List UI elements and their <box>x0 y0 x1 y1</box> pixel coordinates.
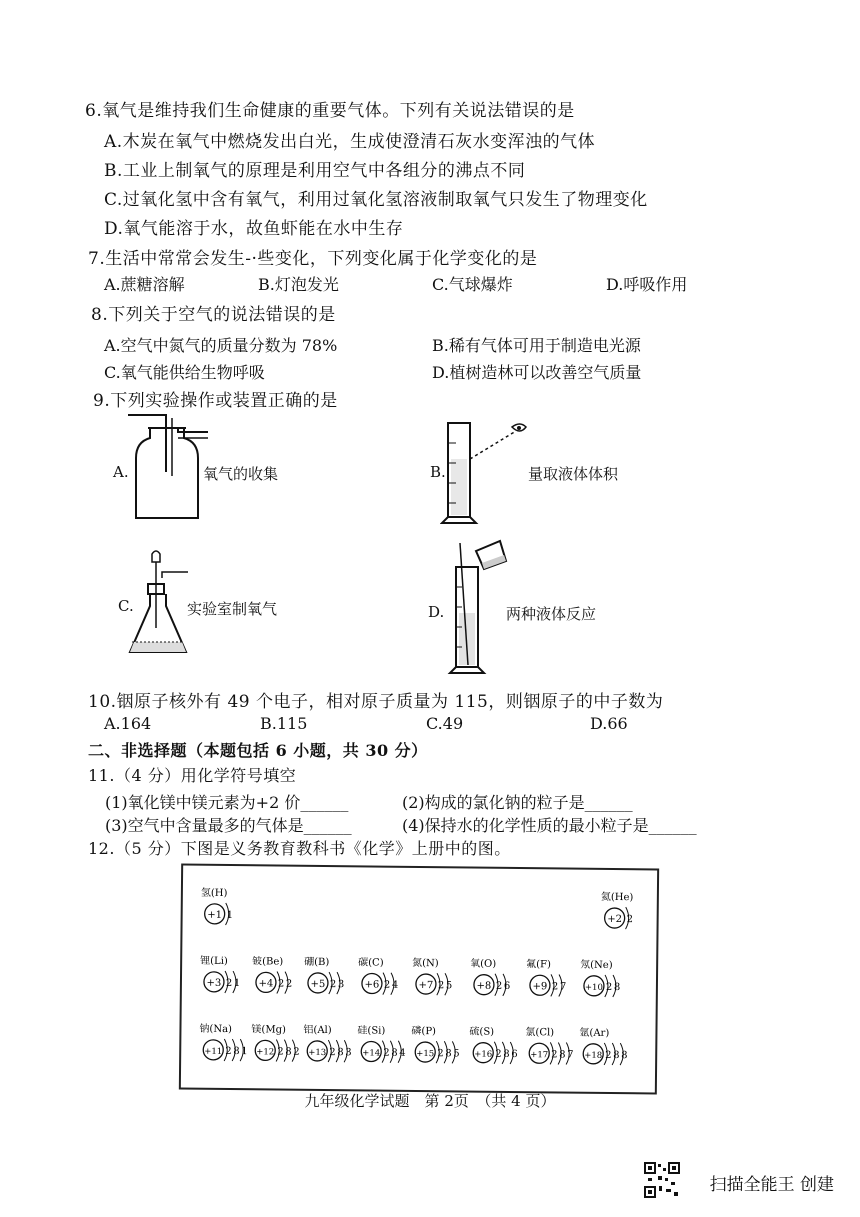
shell-electron-count: 2 <box>383 1047 390 1059</box>
atom-diagram <box>411 1024 460 1064</box>
shell-electron-count: 2 <box>495 1048 502 1060</box>
atom-diagram <box>199 1022 248 1062</box>
q9-b-letter: B. <box>430 463 446 481</box>
q7-option-b: B.灯泡发光 <box>258 275 339 294</box>
shell-electron-count: 6 <box>511 1048 518 1061</box>
shell-electron-count: 3 <box>345 1047 352 1059</box>
shell-electron-count: 8 <box>233 1046 240 1058</box>
shell-electron-count: 2 <box>225 977 233 990</box>
q7-option-c: C.气球爆炸 <box>432 275 513 294</box>
atom-diagram <box>251 1022 300 1062</box>
shell-electron-count: 8 <box>613 982 621 994</box>
q7-stem: 7.生活中常常会发生-·些变化，下列变化属于化学变化的是 <box>88 249 538 269</box>
nucleus-charge: +11 <box>204 1046 223 1057</box>
shell-electron-count: 2 <box>285 978 293 990</box>
q6-option-a: A.木炭在氧气中燃烧发出白光，生成使澄清石灰水变浑浊的气体 <box>104 132 596 152</box>
atom-name: 氧(O) <box>470 958 497 970</box>
q9-stem: 9.下列实验操作或装置正确的是 <box>93 391 338 411</box>
nucleus-charge: +6 <box>364 979 380 991</box>
shell-electron-count: 5 <box>445 980 453 992</box>
atom-diagram <box>525 1025 574 1065</box>
atom-diagram <box>304 956 345 994</box>
q8-option-b: B.稀有气体可用于制造电光源 <box>432 336 641 355</box>
shell-electron-count: 8 <box>445 1048 452 1060</box>
q11-part-3: (3)空气中含量最多的气体是______ <box>105 816 352 835</box>
q9-c-letter: C. <box>118 597 134 615</box>
atom-name: 氖(Ne) <box>580 959 613 972</box>
q6-option-c: C.过氧化氢中含有氧气，利用过氧化氢溶液制取氧气只发生了物理变化 <box>104 190 648 210</box>
graduated-cylinder-reading-figure <box>440 413 540 525</box>
q8-option-a: A.空气中氮气的质量分数为 78% <box>104 336 338 355</box>
shell-electron-count: 4 <box>391 979 399 991</box>
atom-name: 氯(Cl) <box>525 1027 555 1039</box>
qr-code-icon <box>644 1162 680 1198</box>
shell-electron-count: 8 <box>503 1048 510 1060</box>
nucleus-charge: +3 <box>206 977 222 989</box>
q11-part-2: (2)构成的氯化钠的粒子是______ <box>402 793 633 812</box>
nucleus-charge: +15 <box>416 1048 435 1060</box>
shell-electron-count: 8 <box>621 1050 628 1062</box>
nucleus-charge: +14 <box>362 1048 381 1059</box>
atom-diagrams <box>181 866 657 1093</box>
flask-oxygen-generator-figure <box>126 548 196 663</box>
shell-electron-count: 4 <box>399 1047 406 1059</box>
shell-electron-count: 8 <box>559 1049 566 1061</box>
section-heading: 二、非选择题（本题包括 6 小题，共 30 分） <box>88 741 428 760</box>
two-liquids-reaction-figure <box>442 537 512 677</box>
q10-stem: 10.铟原子核外有 49 个电子，相对原子质量为 115，则铟原子的中子数为 <box>88 692 664 712</box>
shell-electron-count: 3 <box>337 979 345 991</box>
atom-diagram <box>579 1026 628 1066</box>
atom-name: 锂(Li) <box>200 955 228 967</box>
q10-option-c: C.49 <box>426 714 464 733</box>
atom-diagram <box>200 954 241 993</box>
q6-option-b: B.工业上制氧气的原理是利用空气中各组分的沸点不同 <box>104 161 526 181</box>
shell-electron-count: 8 <box>613 1050 620 1062</box>
shell-electron-count: 5 <box>453 1048 460 1060</box>
atom-diagram <box>469 1025 518 1065</box>
nucleus-charge: +1 <box>207 909 223 921</box>
q9-a-label: 氧气的收集 <box>203 465 279 483</box>
scanner-brand-text: 扫描全能王 创建 <box>709 1175 834 1195</box>
atom-name: 铍(Be) <box>252 956 284 968</box>
q7-option-d: D.呼吸作用 <box>606 275 688 294</box>
atom-name: 氩(Ar) <box>579 1027 610 1039</box>
q8-option-c: C.氧气能供给生物呼吸 <box>104 363 265 382</box>
atom-name: 钠(Na) <box>199 1023 233 1036</box>
shell-electron-count: 2 <box>495 980 503 992</box>
nucleus-charge: +18 <box>584 1050 603 1061</box>
atom-diagram <box>201 886 234 925</box>
shell-electron-count: 2 <box>383 979 391 991</box>
shell-electron-count: 2 <box>329 979 337 991</box>
atom-diagram <box>412 956 453 995</box>
atom-diagram <box>470 957 511 996</box>
atom-name: 氟(F) <box>526 959 551 971</box>
shell-electron-count: 2 <box>437 1048 444 1060</box>
shell-electron-count: 2 <box>626 914 634 926</box>
shell-electron-count: 6 <box>503 980 511 992</box>
atom-diagram <box>580 958 621 997</box>
atom-diagram <box>526 957 567 996</box>
nucleus-charge: +4 <box>258 978 274 990</box>
atomic-structure-figure <box>179 864 659 1095</box>
shell-electron-count: 2 <box>277 1046 284 1058</box>
atom-diagram <box>358 955 399 994</box>
q12-stem: 12.（5 分）下图是义务教育教科书《化学》上册中的图。 <box>88 839 511 858</box>
q8-stem: 8.下列关于空气的说法错误的是 <box>91 305 336 325</box>
gas-collection-bottle-figure <box>128 410 208 525</box>
atom-name: 硅(Si) <box>357 1025 386 1037</box>
shell-electron-count: 2 <box>277 978 285 990</box>
q11-part-1: (1)氧化镁中镁元素为+2 价______ <box>105 793 349 812</box>
atom-name: 硫(S) <box>469 1026 495 1038</box>
shell-electron-count: 2 <box>551 981 559 993</box>
shell-electron-count: 7 <box>567 1049 574 1061</box>
q11-stem: 11.（4 分）用化学符号填空 <box>88 766 297 785</box>
q8-option-d: D.植树造林可以改善空气质量 <box>432 363 642 382</box>
atom-name: 磷(P) <box>411 1025 437 1038</box>
shell-electron-count: 2 <box>329 1047 336 1059</box>
q10-option-a: A.164 <box>104 714 152 733</box>
q6-stem: 6.氧气是维持我们生命健康的重要气体。下列有关说法错误的是 <box>85 101 575 121</box>
q9-c-label: 实验室制氧气 <box>187 600 278 618</box>
atom-name: 硼(B) <box>304 956 330 969</box>
nucleus-charge: +10 <box>584 982 603 993</box>
nucleus-charge: +16 <box>474 1049 493 1060</box>
q9-d-label: 两种液体反应 <box>506 605 597 623</box>
atom-name: 氢(H) <box>200 887 228 899</box>
page-footer: 九年级化学试题 第 2页 （共 4 页） <box>304 1092 556 1110</box>
shell-electron-count: 2 <box>293 1046 300 1058</box>
atom-name: 铝(Al) <box>303 1024 332 1037</box>
nucleus-charge: +9 <box>532 981 548 993</box>
nucleus-charge: +5 <box>310 978 326 991</box>
shell-electron-count: 2 <box>551 1049 558 1061</box>
atom-diagram <box>252 954 293 993</box>
atom-diagram <box>303 1024 352 1063</box>
shell-electron-count: 2 <box>605 981 613 994</box>
atom-name: 氮(N) <box>412 957 439 970</box>
nucleus-charge: +17 <box>530 1050 549 1061</box>
shell-electron-count: 2 <box>605 1049 612 1062</box>
shell-electron-count: 1 <box>233 978 241 990</box>
shell-electron-count: 1 <box>241 1046 248 1058</box>
q10-option-d: D.66 <box>590 714 628 733</box>
q11-part-4: (4)保持水的化学性质的最小粒子是______ <box>402 816 697 835</box>
shell-electron-count: 2 <box>225 1045 232 1058</box>
shell-electron-count: 8 <box>391 1047 398 1059</box>
q9-d-letter: D. <box>428 603 445 621</box>
shell-electron-count: 7 <box>559 981 567 993</box>
atom-name: 氦(He) <box>600 891 634 904</box>
shell-electron-count: 8 <box>285 1046 292 1058</box>
atom-name: 碳(C) <box>358 957 384 969</box>
nucleus-charge: +7 <box>418 979 434 992</box>
q9-a-letter: A. <box>113 463 129 481</box>
atom-diagram <box>601 890 634 929</box>
atom-name: 镁(Mg) <box>251 1024 286 1036</box>
q6-option-d: D.氧气能溶于水，故鱼虾能在水中生存 <box>104 219 404 239</box>
q9-b-label: 量取液体体积 <box>528 465 619 483</box>
nucleus-charge: +13 <box>308 1047 327 1059</box>
shell-electron-count: 2 <box>437 980 445 992</box>
nucleus-charge: +12 <box>256 1047 275 1058</box>
q10-option-b: B.115 <box>260 714 308 733</box>
q7-option-a: A.蔗糖溶解 <box>104 275 185 294</box>
nucleus-charge: +2 <box>607 913 623 926</box>
shell-electron-count: 8 <box>337 1047 344 1059</box>
shell-electron-count: 1 <box>226 909 234 922</box>
nucleus-charge: +8 <box>476 980 492 992</box>
atom-diagram <box>357 1024 406 1063</box>
